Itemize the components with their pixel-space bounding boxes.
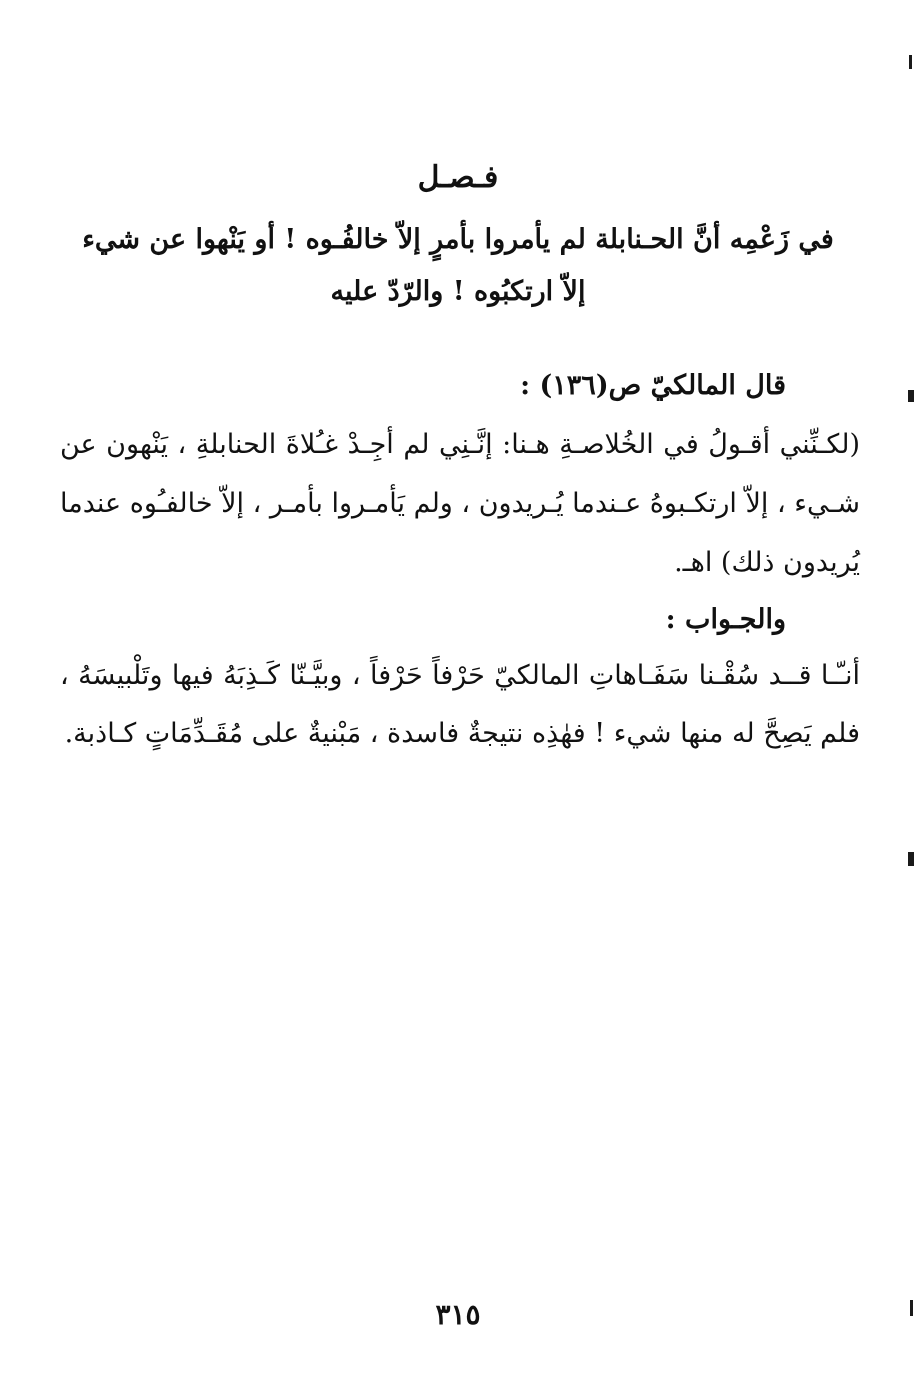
answer-line: فلم يَصِحَّ له منها شيء ! فهٰذِه نتيجةٌ فاسدة ، مَبْنيةٌ على مُقَـدِّمَاتٍ كـاذبة. [64,718,860,749]
quote-line: شـيء ، إلاّ ارتكـبوهُ عـندما يُـريدون ، ولم يَأمـروا بأمـر ، إلاّ خالفـُوه عندما [60,488,860,519]
quote-line: يُريدون ذلك) اهـ. [674,547,860,578]
section-title: فـصـل [417,160,499,195]
scan-edge-mark [910,1300,913,1316]
scan-edge-mark [908,390,914,402]
scan-edge-mark [908,852,914,866]
answer-label: والجـواب : [665,604,786,635]
quote-intro: قال المالكيّ ص(١٣٦) : [520,370,786,401]
answer-line: أنـّـا قــد سُقْـنا سَفَـاهاتِ المالكيّ حَرْفاً حَرْفاً ، وبيَّـنّا كَـذِبَهُ فيها وتَلْبيسَهُ ، [60,660,860,691]
section-subtitle-line-1: في زَعْمِه أنَّ الحـنابلة لم يأمروا بأمرٍ إلاّ خالفُـوه ! أو يَنْهوا عن شيء [82,224,834,255]
scan-edge-mark [909,55,912,69]
page-number: ٣١٥ [435,1298,481,1331]
quote-line: (لكـنِّني أقـولُ في الخُلاصـةِ هـنا: إنَّـنِي لم أجِـدْ غـُلاةَ الحنابلةِ ، يَنْهون عن [60,429,860,460]
section-subtitle-line-2: إلاّ ارتكبُوه ! والرّدّ عليه [330,276,586,307]
